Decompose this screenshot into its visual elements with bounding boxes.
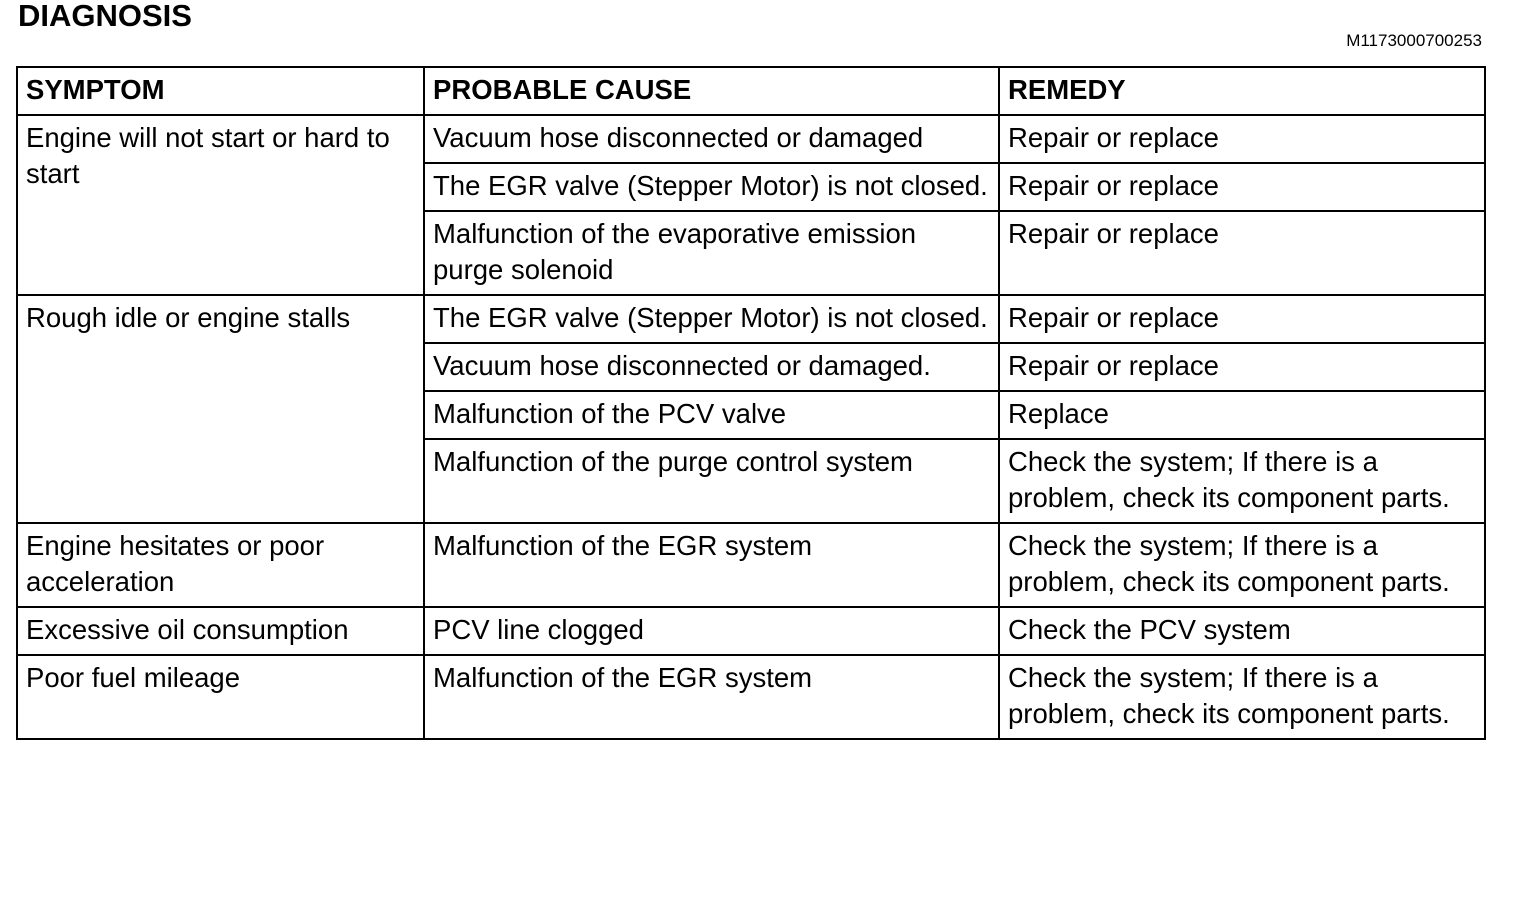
symptom-cell: Engine will not start or hard to start (17, 115, 424, 295)
cause-cell: The EGR valve (Stepper Motor) is not closed. (424, 295, 999, 343)
cause-cell: Malfunction of the purge control system (424, 439, 999, 523)
remedy-cell: Repair or replace (999, 115, 1485, 163)
remedy-cell: Repair or replace (999, 343, 1485, 391)
table-row (17, 607, 1485, 655)
cause-cell: Malfunction of the evaporative emission purge solenoid (424, 211, 999, 295)
cause-cell: Vacuum hose disconnected or damaged (424, 115, 999, 163)
table-row (17, 523, 1485, 607)
page-title: DIAGNOSIS (18, 0, 192, 33)
cause-cell: Malfunction of the EGR system (424, 523, 999, 607)
remedy-cell: Check the system; If there is a problem, check its component parts. (999, 655, 1485, 739)
remedy-cell: Check the system; If there is a problem, check its component parts. (999, 523, 1485, 607)
cause-cell: Vacuum hose disconnected or damaged. (424, 343, 999, 391)
remedy-cell: Replace (999, 391, 1485, 439)
cause-cell: Malfunction of the EGR system (424, 655, 999, 739)
remedy-cell: Repair or replace (999, 163, 1485, 211)
symptom-cell: Rough idle or engine stalls (17, 295, 424, 523)
remedy-cell: Check the PCV system (999, 607, 1485, 655)
remedy-cell: Repair or replace (999, 295, 1485, 343)
header-remedy: REMEDY (999, 67, 1485, 115)
table-row (17, 295, 1485, 343)
header-symptom: SYMPTOM (17, 67, 424, 115)
cause-cell: Malfunction of the PCV valve (424, 391, 999, 439)
symptom-cell: Poor fuel mileage (17, 655, 424, 739)
table-row (17, 655, 1485, 739)
cause-cell: PCV line clogged (424, 607, 999, 655)
diagnosis-table (16, 66, 1486, 740)
remedy-cell: Repair or replace (999, 211, 1485, 295)
cause-cell: The EGR valve (Stepper Motor) is not closed. (424, 163, 999, 211)
remedy-cell: Check the system; If there is a problem, check its component parts. (999, 439, 1485, 523)
header-probable-cause: PROBABLE CAUSE (424, 67, 999, 115)
document-id: M1173000700253 (1346, 31, 1482, 50)
symptom-cell: Excessive oil consumption (17, 607, 424, 655)
table-row (17, 115, 1485, 163)
symptom-cell: Engine hesitates or poor acceleration (17, 523, 424, 607)
table-header-row (17, 67, 1485, 115)
